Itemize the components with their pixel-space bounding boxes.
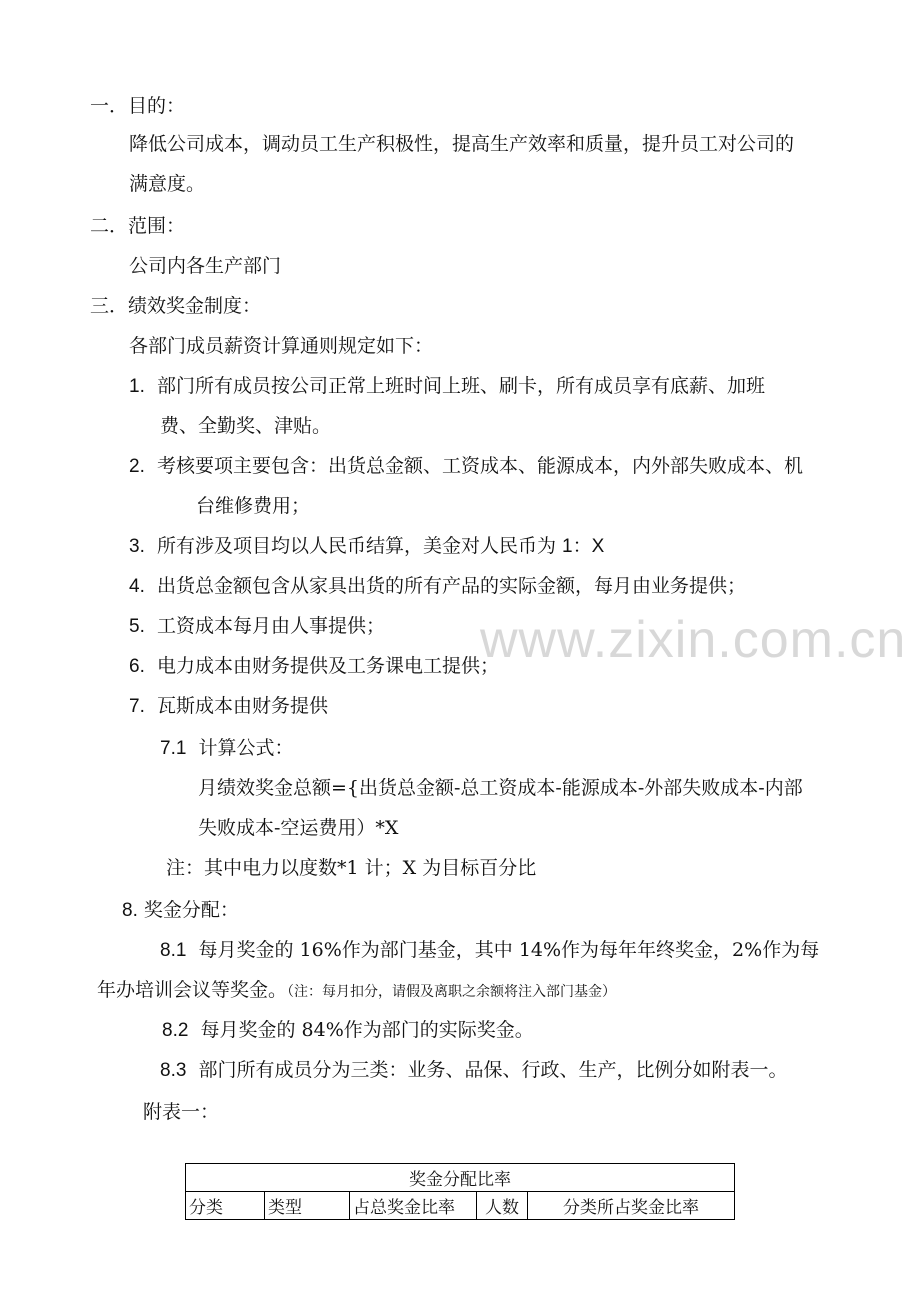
- item-3: 3. 所有涉及项目均以人民币结算，美金对人民币为 1：X: [129, 535, 605, 557]
- header-category-ratio: 分类所占奖金比率: [528, 1192, 735, 1220]
- table-title-row: [186, 1164, 735, 1192]
- table-title: 奖金分配比率: [186, 1164, 735, 1192]
- section-3-heading: 三．绩效奖金制度：: [90, 295, 262, 317]
- header-total-ratio: 占总奖金比率: [350, 1192, 477, 1220]
- item-8-1: 8.1 每月奖金的 16%作为部门基金，其中 14%作为每年年终奖金，2%作为每: [160, 939, 820, 961]
- section-3-intro: 各部门成员薪资计算通则规定如下：: [129, 335, 434, 357]
- item-6: 6. 电力成本由财务提供及工务课电工提供；: [129, 655, 499, 677]
- formula-cont: 失败成本-空运费用）*X: [198, 817, 399, 839]
- item-1-cont: 费、全勤奖、津贴。: [160, 415, 332, 437]
- header-headcount: 人数: [477, 1192, 528, 1220]
- item-2: 2. 考核要项主要包含：出货总金额、工资成本、能源成本，内外部失败成本、机: [129, 455, 803, 477]
- item-7: 7. 瓦斯成本由财务提供: [129, 695, 328, 717]
- header-type: 类型: [265, 1192, 350, 1220]
- item-5: 5. 工资成本每月由人事提供；: [129, 615, 385, 637]
- section-2-heading: 二．范围：: [90, 215, 186, 237]
- table-header-row: [186, 1192, 735, 1220]
- item-4: 4. 出货总金额包含从家具出货的所有产品的实际金额，每月由业务提供；: [129, 575, 746, 597]
- formula: 月绩效奖金总额={出货总金额-总工资成本-能源成本-外部失败成本-内部: [198, 777, 803, 799]
- header-category: 分类: [186, 1192, 265, 1220]
- item-1: 1. 部门所有成员按公司正常上班时间上班、刷卡，所有成员享有底薪、加班: [129, 375, 765, 397]
- item-7-1: 7.1 计算公式：: [160, 737, 294, 759]
- section-1-heading: 一．目的：: [90, 95, 186, 117]
- item-8-2: 8.2 每月奖金的 84%作为部门的实际奖金。: [162, 1019, 534, 1041]
- bonus-ratio-table: [185, 1163, 735, 1220]
- item-8-1-cont: 年办培训会议等奖金。（注：每月扣分，请假及离职之余额将注入部门基金）: [97, 979, 617, 1001]
- formula-note: 注：其中电力以度数*1 计；X 为目标百分比: [166, 857, 537, 879]
- item-2-cont: 台维修费用；: [196, 495, 311, 517]
- section-1-text-cont: 满意度。: [129, 173, 206, 195]
- item-8-3: 8.3 部门所有成员分为三类：业务、品保、行政、生产，比例分如附表一。: [160, 1059, 788, 1081]
- appendix-label: 附表一：: [143, 1101, 220, 1123]
- watermark: www.zixin.com.cn: [480, 611, 907, 669]
- section-2-text: 公司内各生产部门: [129, 255, 282, 277]
- section-1-text: 降低公司成本，调动员工生产积极性，提高生产效率和质量，提升员工对公司的: [129, 133, 795, 155]
- item-8: 8. 奖金分配：: [122, 899, 239, 921]
